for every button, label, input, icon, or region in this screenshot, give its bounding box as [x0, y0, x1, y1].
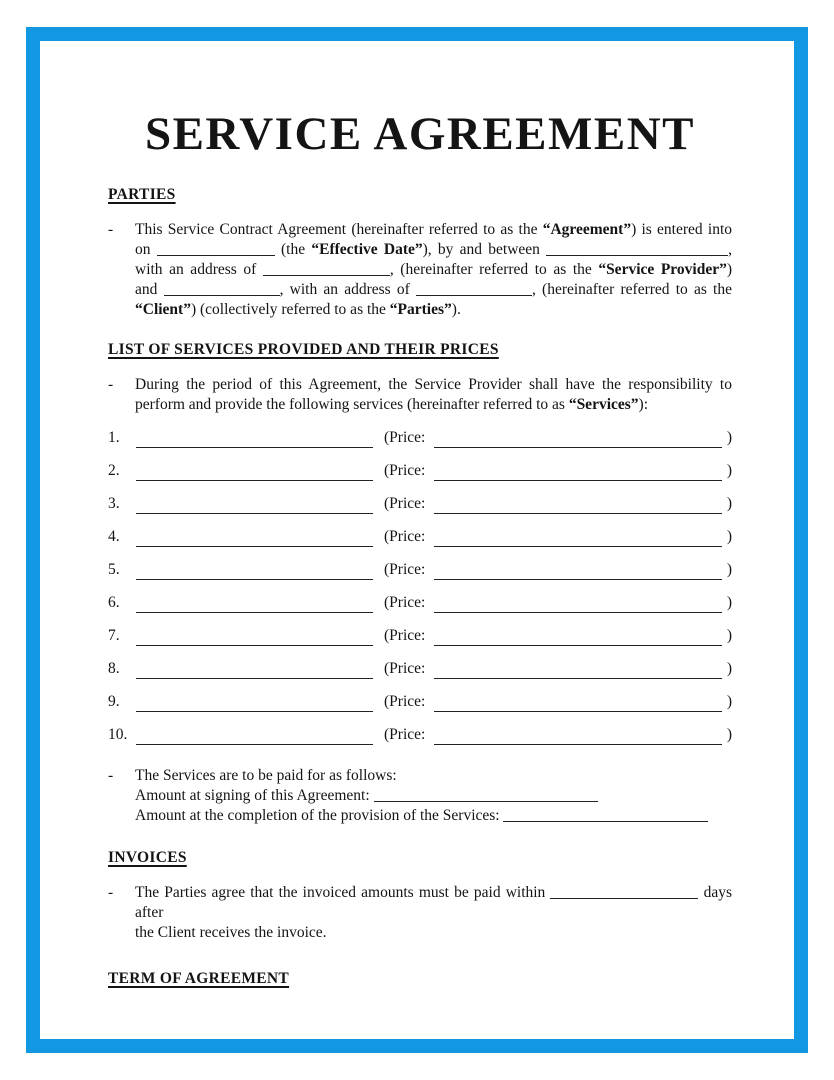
services-list: [108, 428, 732, 745]
service-number: 9.: [108, 692, 120, 710]
service-number: 2.: [108, 461, 120, 479]
service-number: 8.: [108, 659, 120, 677]
payment-line-2: Amount at signing of this Agreement:: [135, 786, 732, 806]
price-close-paren: ): [726, 560, 732, 578]
price-close-paren: ): [726, 527, 732, 545]
services-intro-line-1: During the period of this Agreement, the Service Provider shall have the responsibility to: [135, 375, 732, 393]
payment-line-1: The Services are to be paid for as follows:: [135, 766, 397, 784]
blank-service-name: [136, 630, 373, 646]
service-row-5: [108, 560, 732, 580]
blank-service-price: [434, 630, 722, 646]
blank-service-price: [434, 531, 722, 547]
price-label: (Price:: [384, 560, 426, 578]
service-number: 3.: [108, 494, 120, 512]
service-row-9: [108, 692, 732, 712]
price-close-paren: ): [726, 494, 732, 512]
blank-service-price: [434, 498, 722, 514]
page-border-frame: [26, 27, 808, 1053]
price-label: (Price:: [384, 527, 426, 545]
price-label: (Price:: [384, 692, 426, 710]
price-close-paren: ): [726, 692, 732, 710]
section-heading-parties: PARTIES: [108, 185, 176, 203]
service-row-8: [108, 659, 732, 679]
blank-service-price: [434, 597, 722, 613]
blank-service-name: [136, 696, 373, 712]
services-intro: [108, 375, 732, 415]
services-intro-line-2: perform and provide the following services (hereinafter referred to as “Services”):: [135, 395, 649, 413]
blank-service-name: [136, 663, 373, 679]
bullet-dash: -: [108, 220, 114, 238]
blank-payment-days: [550, 885, 698, 899]
price-label: (Price:: [384, 494, 426, 512]
price-close-paren: ): [726, 659, 732, 677]
price-label: (Price:: [384, 626, 426, 644]
blank-service-name: [136, 729, 373, 745]
price-close-paren: ): [726, 461, 732, 479]
blank-provider-address: [263, 262, 390, 276]
section-heading-term: TERM OF AGREEMENT: [108, 969, 290, 987]
payment-line-3: Amount at the completion of the provision of the Services:: [135, 806, 732, 826]
blank-service-price: [434, 465, 722, 481]
blank-service-price: [434, 663, 722, 679]
blank-service-name: [136, 465, 373, 481]
section-heading-invoices: INVOICES: [108, 848, 187, 866]
blank-amount-completion: [503, 808, 708, 822]
service-row-7: [108, 626, 732, 646]
blank-effective-date: [157, 242, 275, 256]
price-close-paren: ): [726, 626, 732, 644]
bullet-dash: -: [108, 766, 114, 784]
service-number: 7.: [108, 626, 120, 644]
service-number: 10.: [108, 725, 128, 743]
parties-line-4: and , with an address of , (hereinafter referred to as the: [135, 280, 732, 298]
price-close-paren: ): [726, 428, 732, 446]
blank-service-name: [136, 432, 373, 448]
price-label: (Price:: [384, 659, 426, 677]
blank-service-name: [136, 597, 373, 613]
price-label: (Price:: [384, 461, 426, 479]
payment-clause: [108, 766, 732, 826]
parties-line-5: “Client”) (collectively referred to as the “Parties”).: [135, 300, 461, 318]
blank-service-price: [434, 696, 722, 712]
parties-line-2: on (the “Effective Date”), by and between ,: [135, 240, 733, 258]
service-row-10: [108, 725, 732, 745]
blank-service-name: [136, 564, 373, 580]
blank-service-name: [136, 498, 373, 514]
blank-client-address: [416, 282, 532, 296]
invoices-clause: [108, 883, 732, 943]
service-row-3: [108, 494, 732, 514]
document-title: SERVICE AGREEMENT: [144, 108, 696, 160]
service-number: 5.: [108, 560, 120, 578]
invoices-line-2: the Client receives the invoice.: [135, 923, 327, 941]
service-row-4: [108, 527, 732, 547]
price-label: (Price:: [384, 593, 426, 611]
price-close-paren: ): [726, 725, 732, 743]
blank-service-price: [434, 729, 722, 745]
price-label: (Price:: [384, 428, 426, 446]
service-row-2: [108, 461, 732, 481]
section-heading-services: LIST OF SERVICES PROVIDED AND THEIR PRICES: [108, 340, 499, 358]
service-row-6: [108, 593, 732, 613]
blank-service-name: [136, 531, 373, 547]
service-number: 1.: [108, 428, 120, 446]
service-number: 4.: [108, 527, 120, 545]
bullet-dash: -: [108, 883, 114, 901]
blank-service-price: [434, 564, 722, 580]
document-page: [40, 41, 794, 1039]
price-label: (Price:: [384, 725, 426, 743]
blank-provider-name: [546, 242, 728, 256]
invoices-line-1: The Parties agree that the invoiced amounts must be paid within days after: [135, 883, 733, 921]
bullet-dash: -: [108, 375, 114, 393]
service-row-1: [108, 428, 732, 448]
parties-line-3: with an address of , (hereinafter referred to as the “Service Provider”): [135, 260, 732, 278]
parties-line-1: This Service Contract Agreement (hereinafter referred to as the “Agreement”) is entered into: [135, 220, 733, 238]
blank-client-name: [164, 282, 280, 296]
blank-amount-signing: [374, 788, 598, 802]
blank-service-price: [434, 432, 722, 448]
service-number: 6.: [108, 593, 120, 611]
price-close-paren: ): [726, 593, 732, 611]
parties-clause: [108, 220, 732, 320]
